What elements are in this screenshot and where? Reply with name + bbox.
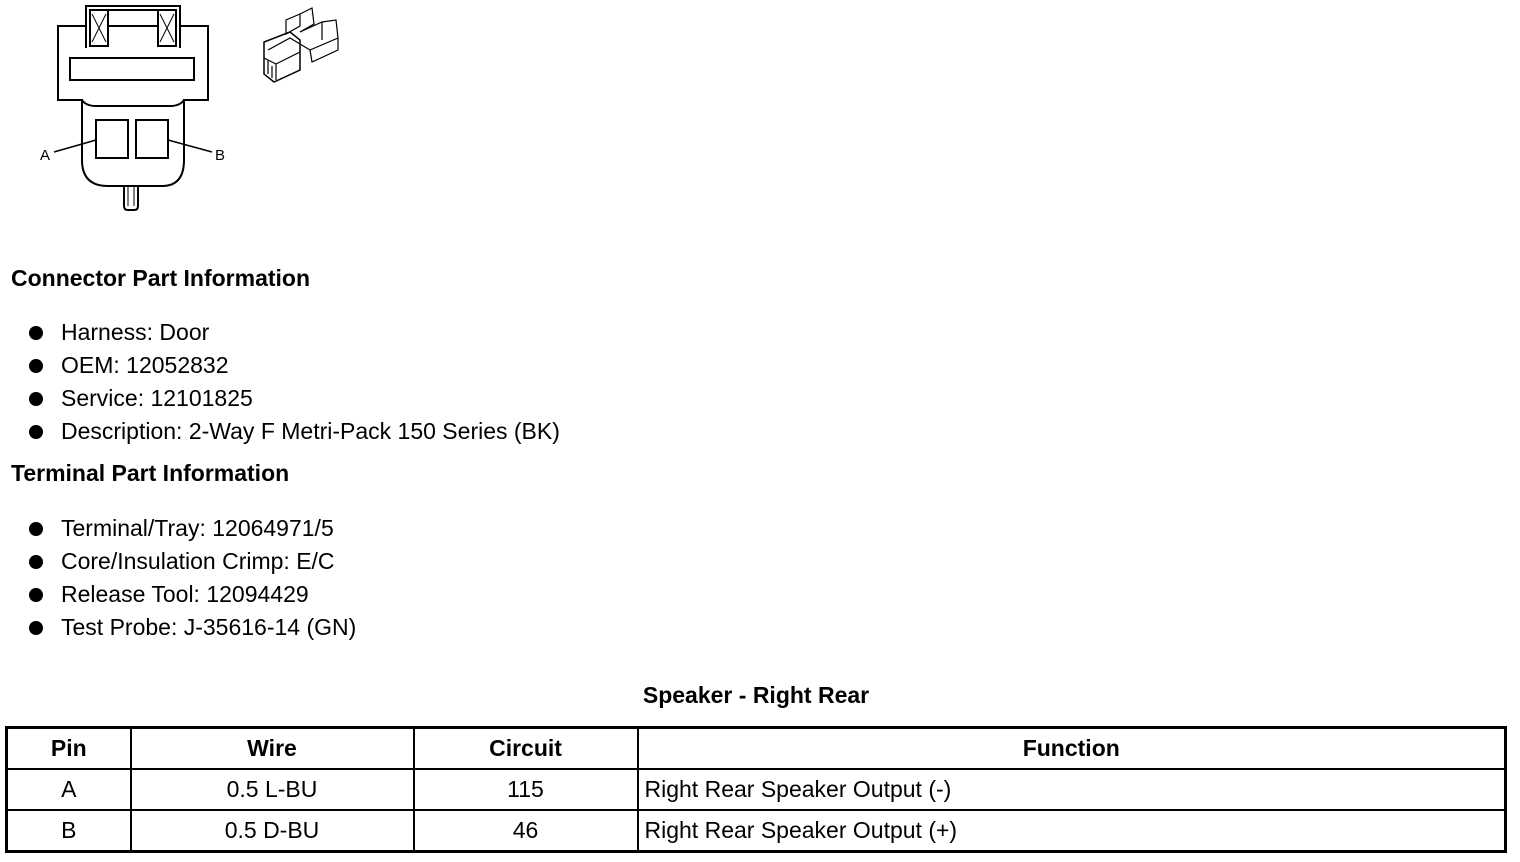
bullet-icon [29, 425, 43, 439]
bullet-icon [29, 392, 43, 406]
pin-a-callout: A [40, 147, 51, 164]
list-item [26, 545, 356, 578]
cell-pin: A [7, 769, 131, 810]
connector-diagram [0, 0, 360, 220]
header-function: Function [638, 728, 1506, 770]
connector-info-heading: Connector Part Information [11, 265, 311, 291]
list-item-text: Core/Insulation Crimp: E/C [61, 548, 335, 574]
header-wire: Wire [131, 728, 414, 770]
list-item-text: Release Tool: 12094429 [61, 581, 309, 607]
cell-function: Right Rear Speaker Output (+) [638, 810, 1506, 852]
list-item-text: Terminal/Tray: 12064971/5 [61, 515, 334, 541]
table-title: Speaker - Right Rear [642, 682, 870, 708]
list-item [26, 415, 560, 448]
bullet-icon [29, 326, 43, 340]
list-item [26, 382, 560, 415]
list-item-text: Service: 12101825 [61, 385, 253, 411]
pin-b-callout: B [215, 147, 226, 164]
table-row [7, 810, 1506, 852]
connector-info-list [26, 316, 560, 448]
bullet-icon [29, 555, 43, 569]
bullet-icon [29, 359, 43, 373]
list-item [26, 578, 356, 611]
cell-function: Right Rear Speaker Output (-) [638, 769, 1506, 810]
cell-wire: 0.5 D-BU [131, 810, 414, 852]
cell-circuit: 115 [414, 769, 638, 810]
list-item [26, 349, 560, 382]
bullet-icon [29, 522, 43, 536]
pinout-table [5, 726, 1507, 853]
list-item [26, 512, 356, 545]
terminal-info-heading: Terminal Part Information [11, 460, 290, 486]
table-header-row [7, 728, 1506, 770]
bullet-icon [29, 621, 43, 635]
list-item-text: Harness: Door [61, 319, 210, 345]
cell-circuit: 46 [414, 810, 638, 852]
terminal-info-list [26, 512, 356, 644]
bullet-icon [29, 588, 43, 602]
header-circuit: Circuit [414, 728, 638, 770]
header-pin: Pin [7, 728, 131, 770]
table-row [7, 769, 1506, 810]
cell-wire: 0.5 L-BU [131, 769, 414, 810]
list-item [26, 611, 356, 644]
list-item [26, 316, 560, 349]
list-item-text: Description: 2-Way F Metri-Pack 150 Series (BK) [61, 418, 560, 444]
list-item-text: Test Probe: J-35616-14 (GN) [61, 614, 357, 640]
cell-pin: B [7, 810, 131, 852]
list-item-text: OEM: 12052832 [61, 352, 229, 378]
